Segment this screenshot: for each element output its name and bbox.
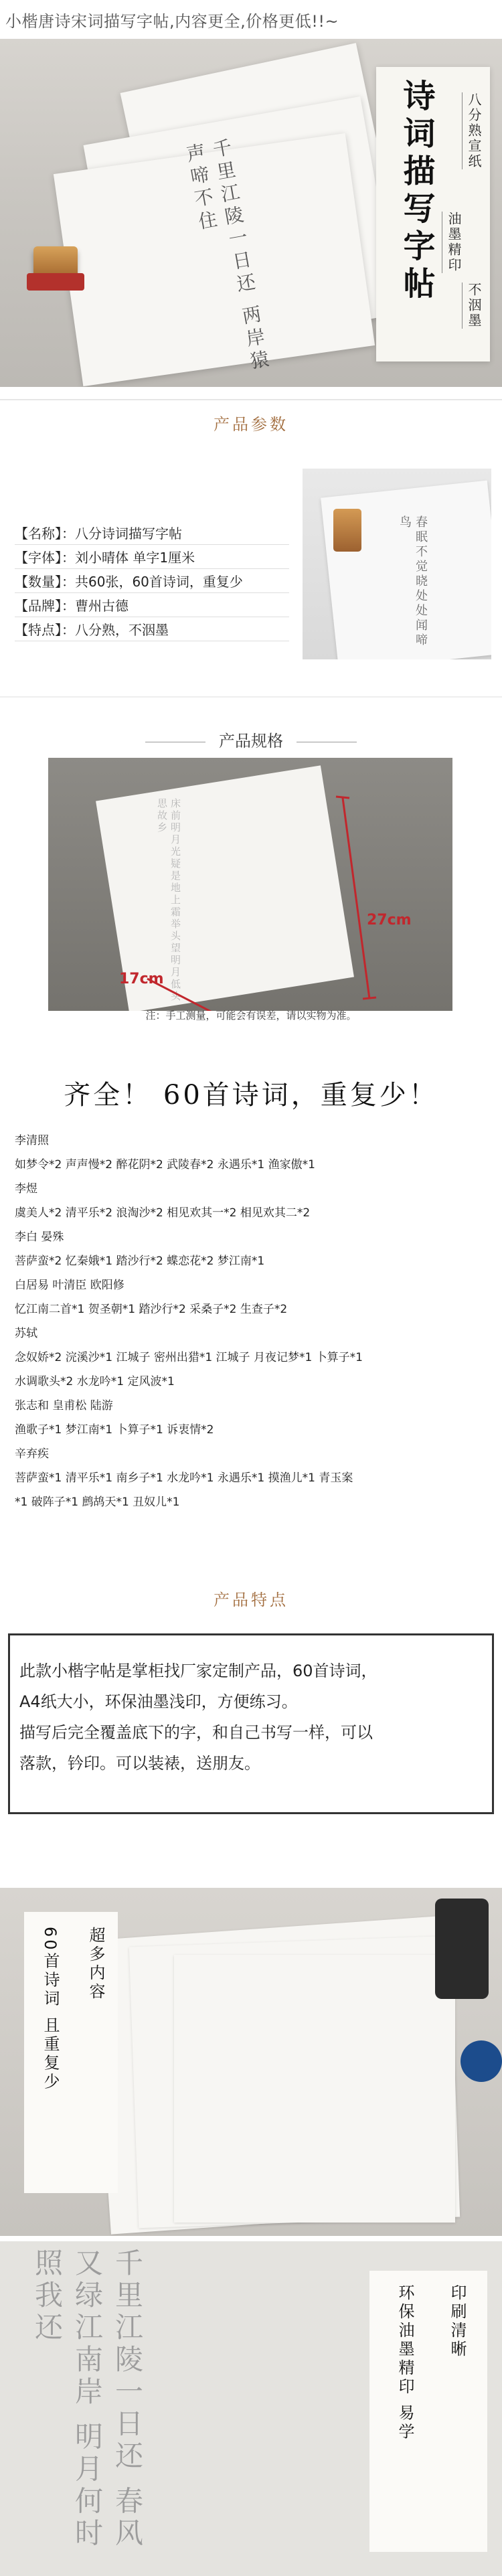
params-list bbox=[15, 521, 289, 641]
list-item: 念奴娇*2 浣溪沙*1 江城子 密州出猎*1 江城子 月夜记梦*1 卜算子*1 bbox=[15, 1351, 363, 1364]
params-photo bbox=[303, 469, 491, 659]
poem-list bbox=[15, 1129, 495, 1514]
param-row-count: 【数量】：共60张，60首诗词，重复少 bbox=[15, 569, 289, 593]
size-section bbox=[0, 696, 502, 1031]
list-item: 菩萨蛮*2 忆秦娥*1 踏沙行*2 蝶恋花*2 梦江南*1 bbox=[15, 1255, 265, 1268]
divider bbox=[0, 399, 502, 400]
ink-bowl-icon bbox=[461, 2040, 502, 2082]
paper-sheet bbox=[174, 1955, 455, 2223]
tag-text-2: 环保油墨精印 易学 bbox=[396, 2284, 414, 2442]
calligraphy-text: 春眠不觉晓处处闻啼鸟 bbox=[398, 515, 428, 648]
list-item: 白居易 叶清臣 欧阳修 bbox=[15, 1279, 124, 1292]
calligraphy-text: 床前明月光疑是地上霜举头望明月低头思故乡 bbox=[156, 798, 181, 1003]
list-item: 忆江南二首*1 贺圣朝*1 踏沙行*2 采桑子*2 生查子*2 bbox=[15, 1303, 288, 1316]
features-header: 产品特点 bbox=[214, 1591, 288, 1609]
tag-text-1: 印刷清晰 bbox=[448, 2284, 467, 2359]
calligraphy-text: 千里江陵一日还 春风又绿江南岸 明月何时照我还 bbox=[31, 2248, 144, 2551]
list-item: *1 破阵子*1 鹧鸪天*1 丑奴儿*1 bbox=[15, 1496, 180, 1509]
size-title: 产品规格 bbox=[0, 728, 502, 751]
poems-heading: 齐全！ 60首诗词，重复少！ bbox=[64, 1080, 438, 1111]
dimension-lines-icon bbox=[48, 758, 452, 1011]
width-label: 17cm bbox=[119, 971, 164, 987]
param-row-font: 【字体】：刘小晴体 单字1厘米 bbox=[15, 545, 289, 569]
feature-text: 此款小楷字帖是掌柜找厂家定制产品，60首诗词， bbox=[19, 1662, 378, 1680]
param-row-name: 【名称】：八分诗词描写字帖 bbox=[15, 521, 289, 545]
params-header-label: 产品参数 bbox=[214, 415, 288, 434]
seal-base-icon bbox=[27, 273, 84, 291]
feature-text: A4纸大小，环保油墨浅印，方便练习。 bbox=[19, 1692, 298, 1711]
product-photo-closeup bbox=[0, 2241, 502, 2576]
top-banner bbox=[0, 0, 502, 39]
hero-subtitle-2: 油墨精印 bbox=[442, 212, 463, 273]
list-item: 水调歌头*2 水龙吟*1 定风波*1 bbox=[15, 1375, 175, 1388]
divider bbox=[0, 696, 502, 698]
list-item: 菩萨蛮*1 清平乐*1 南乡子*1 水龙吟*1 永遇乐*1 摸渔儿*1 青玉案 bbox=[15, 1471, 353, 1485]
list-item: 虞美人*2 清平乐*2 浪淘沙*2 相见欢其一*2 相见欢其二*2 bbox=[15, 1206, 311, 1220]
hero-subtitle-1: 八分熟宣纸 bbox=[462, 92, 483, 169]
params-header bbox=[0, 399, 502, 434]
tag-text-2: 60首诗词 且重复少 bbox=[41, 1927, 60, 2092]
hero-subtitle-3: 不洇墨 bbox=[462, 283, 483, 329]
param-row-feature: 【特点】：八分熟，不洇墨 bbox=[15, 617, 289, 641]
size-note: 注：手工测量，可能会有误差，请以实物为准。 bbox=[145, 1010, 357, 1022]
product-photo-fanned bbox=[0, 1888, 502, 2236]
list-item: 渔歌子*1 梦江南*1 卜算子*1 诉衷情*2 bbox=[15, 1423, 214, 1437]
list-item: 李清照 bbox=[15, 1134, 49, 1147]
height-label: 27cm bbox=[367, 912, 412, 929]
params-section bbox=[0, 469, 502, 669]
feature-text: 落款，钤印。可以装裱，送朋友。 bbox=[19, 1754, 260, 1773]
features-box bbox=[8, 1633, 494, 1814]
seal-stamp-icon bbox=[333, 509, 361, 552]
hero-image bbox=[0, 39, 502, 387]
banner-text: 小楷唐诗宋词描写字帖,内容更全,价格更低!!~ bbox=[5, 11, 339, 31]
calligraphy-text: 千里江陵一日还 两岸猿声啼不住 bbox=[182, 137, 272, 375]
feature-text: 描写后完全覆盖底下的字，和自己书写一样，可以 bbox=[19, 1723, 373, 1742]
list-item: 李白 晏殊 bbox=[15, 1230, 64, 1244]
hero-title: 诗词描写字帖 bbox=[398, 79, 435, 304]
tag-text-1: 超多内容 bbox=[86, 1927, 105, 2002]
param-row-brand: 【品牌】：曹州古德 bbox=[15, 593, 289, 617]
list-item: 张志和 皇甫松 陆游 bbox=[15, 1399, 113, 1413]
tag-card bbox=[369, 2271, 487, 2552]
list-item: 如梦令*2 声声慢*2 醉花阴*2 武陵春*2 永遇乐*1 渔家傲*1 bbox=[15, 1158, 315, 1172]
ink-bottle-icon bbox=[435, 1899, 489, 1999]
list-item: 苏轼 bbox=[15, 1327, 37, 1340]
list-item: 辛弃疾 bbox=[15, 1447, 49, 1461]
list-item: 李煜 bbox=[15, 1182, 37, 1196]
size-photo bbox=[48, 758, 452, 1011]
